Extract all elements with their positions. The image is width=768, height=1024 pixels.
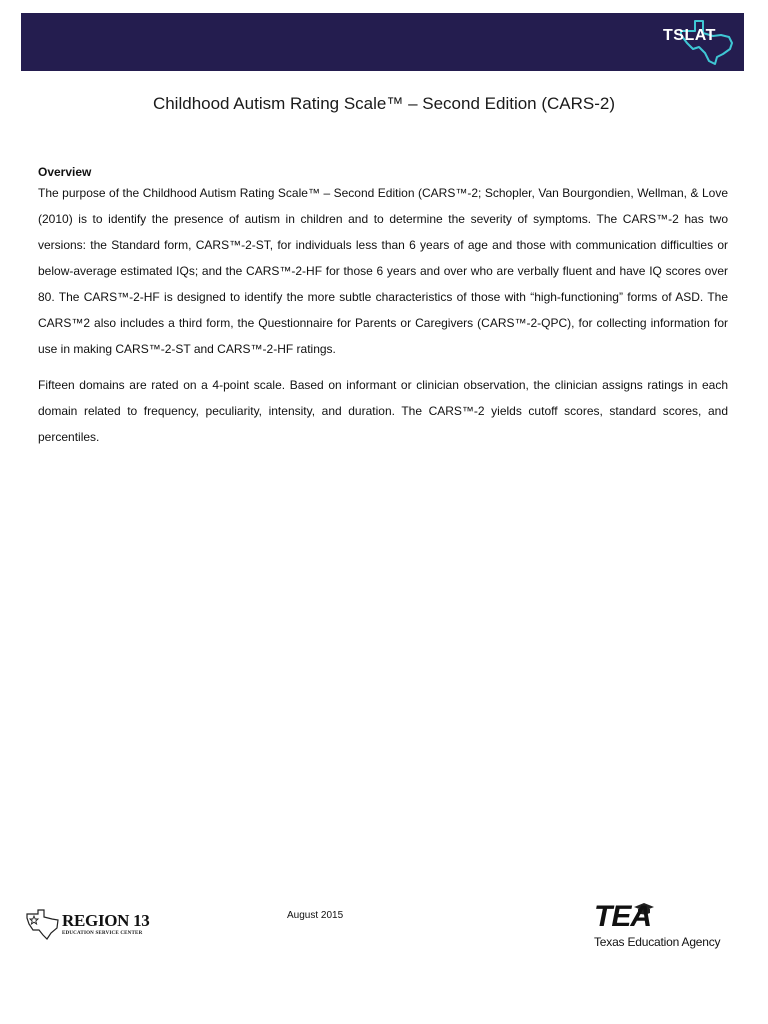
tslat-logo <box>643 17 743 67</box>
region-logo-subtitle: EDUCATION SERVICE CENTER <box>62 931 143 936</box>
tea-logo <box>592 900 737 952</box>
region-logo-title: REGION 13 <box>62 911 150 930</box>
overview-heading: Overview <box>38 165 92 179</box>
footer-date: August 2015 <box>287 910 344 921</box>
overview-section <box>38 164 728 460</box>
header-band <box>21 13 744 71</box>
region-13-logo <box>24 908 154 942</box>
overview-paragraph: The purpose of the Childhood Autism Rating Scale™ – Second Edition (CARS™-2; Schopler, Van Bourgondien, Wellman, & Love (2010) is to identify the presence of autism in children and to determine the severity of symptoms. The CARS™-2 has two versions: the Standard form, CARS™-2-ST, for individuals less than 6 years of age and those with communication difficulties or below-average estimated IQs; and the CARS™-2-HF for those 6 years and over who are verbally fluent and have IQ scores over 80. The CARS™-2-HF is designed to identify the more subtle characteristics of those with “high-functioning” forms of ASD. The CARS™2 also includes a third form, the Questionnaire for Parents or Caregivers (CARS™-2-QPC), for collecting information for use in making CARS™-2-ST and CARS™-2-HF ratings. <box>38 186 728 356</box>
document-title: Childhood Autism Rating Scale™ – Second Edition (CARS-2) <box>152 94 616 113</box>
tea-logo-name: Texas Education Agency <box>594 935 721 949</box>
tea-logo-mark: TEA <box>594 900 651 933</box>
texas-star-icon <box>24 908 60 942</box>
domains-paragraph: Fifteen domains are rated on a 4-point scale. Based on informant or clinician observation, the clinician assigns ratings in each domain related to frequency, peculiarity, intensity, and duration. The CARS™-2 yields cutoff scores, standard scores, and percentiles. <box>38 378 728 444</box>
tslat-logo-text: TSLAT <box>663 27 716 44</box>
